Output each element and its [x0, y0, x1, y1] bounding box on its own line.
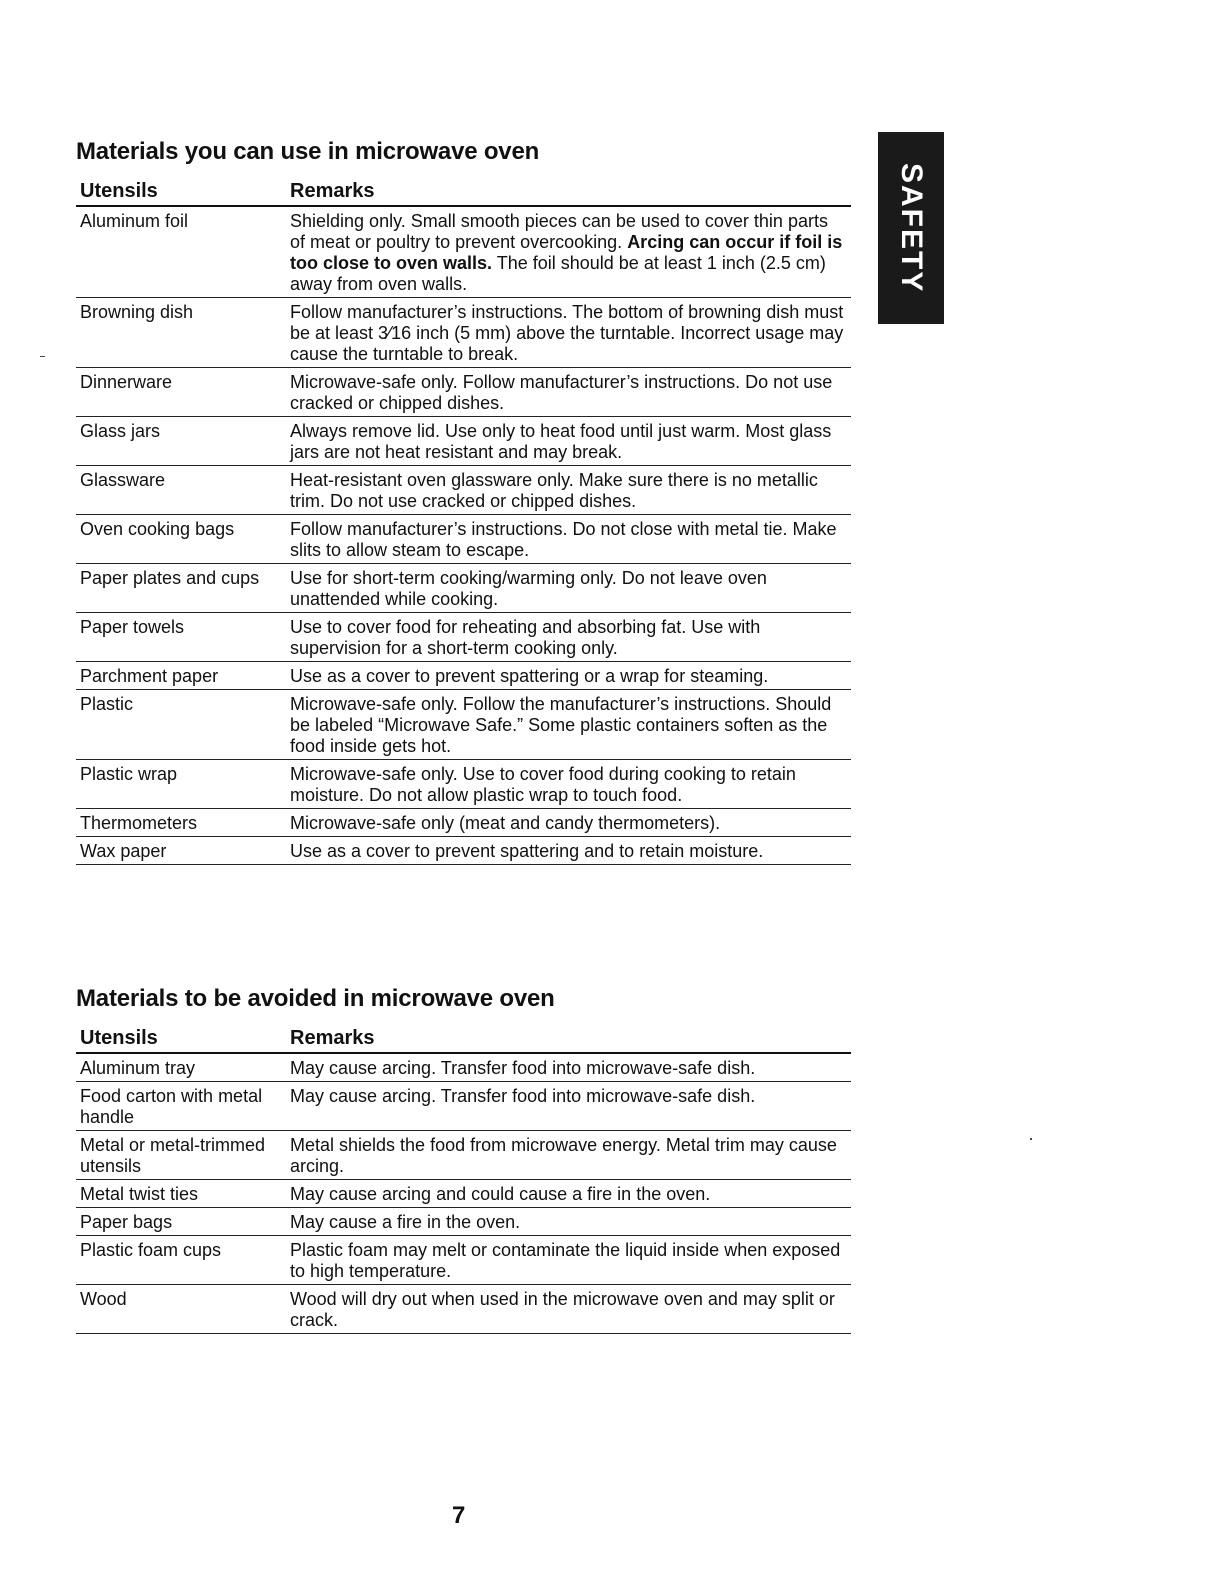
table-row: [76, 417, 851, 466]
safety-tab-label: SAFETY: [895, 162, 928, 294]
utensil-name: Dinnerware: [80, 372, 173, 392]
utensil-name: Plastic wrap: [80, 764, 178, 784]
remark-text: [290, 421, 851, 463]
remark-part: Use for short-term cooking/warming only. Do not leave oven unattended while cooking.: [290, 568, 767, 609]
table-row: [76, 1131, 851, 1180]
utensil-name: Metal twist ties: [80, 1184, 199, 1204]
remark-text: [290, 470, 851, 512]
remark-text: [290, 694, 851, 757]
remark-part: Microwave-safe only (meat and candy thermometers).: [290, 813, 721, 833]
section-title-avoid: Materials to be avoided in microwave oven: [76, 985, 555, 1012]
remark-part: Follow manufacturer’s instructions. Do not close with metal tie. Make slits to allow steam to escape.: [290, 519, 837, 560]
table-row: [76, 466, 851, 515]
table-row: [76, 298, 851, 368]
utensil-name: Paper towels: [80, 617, 185, 637]
table-row: [76, 368, 851, 417]
can-use-table-body: [76, 207, 851, 865]
scan-speck: [40, 356, 45, 357]
remark-text: [290, 568, 851, 610]
table-row: [76, 690, 851, 760]
table-row: [76, 1082, 851, 1131]
table-row: [76, 662, 851, 690]
remark-text: Metal shields the food from microwave energy. Metal trim may cause arcing.: [290, 1135, 837, 1176]
utensil-name: Wax paper: [80, 841, 167, 861]
section-title-can-use: Materials you can use in microwave oven: [76, 138, 540, 165]
remark-text: [290, 666, 851, 687]
table-row: [76, 1054, 851, 1082]
utensil-name: Plastic: [80, 694, 134, 714]
table-row: [76, 1285, 851, 1334]
remark-part: Use to cover food for reheating and absorbing fat. Use with supervision for a short-term cooking only.: [290, 617, 761, 658]
remark-part: Microwave-safe only. Follow manufacturer’s instructions. Do not use cracked or chipped dishes.: [290, 372, 833, 413]
header-remarks: Remarks: [290, 1027, 375, 1049]
materials-avoid-section: [76, 985, 851, 1334]
utensil-name: Aluminum foil: [80, 211, 189, 231]
remark-text: [290, 841, 851, 862]
utensil-name: Food carton with metal handle: [80, 1086, 263, 1127]
remark-part: Heat-resistant oven glassware only. Make sure there is no metallic trim. Do not use cracked or chipped dishes.: [290, 470, 818, 511]
remark-part: Microwave-safe only. Use to cover food during cooking to retain moisture. Do not allow plastic wrap to touch food.: [290, 764, 796, 805]
utensil-name: Parchment paper: [80, 666, 219, 686]
remark-part: The foil should be at least 1 inch (2.5 cm) away from oven walls.: [290, 253, 826, 294]
remark-text: May cause arcing and could cause a fire in the oven.: [290, 1184, 711, 1204]
utensil-name: Plastic foam cups: [80, 1240, 222, 1260]
table-row: [76, 1180, 851, 1208]
utensil-name: Metal or metal-trimmed utensils: [80, 1135, 266, 1176]
table-row: [76, 1236, 851, 1285]
remark-part: Follow manufacturer’s instructions. The bottom of browning dish must be at least 3⁄16 inch (5 mm) above the turntable. Incorrect usage may cause the turntable to break.: [290, 302, 844, 364]
utensil-name: Oven cooking bags: [80, 519, 235, 539]
remark-text: [290, 519, 851, 561]
remark-text: Wood will dry out when used in the microwave oven and may split or crack.: [290, 1289, 835, 1330]
safety-side-tab: [878, 132, 944, 324]
utensil-name: Thermometers: [80, 813, 198, 833]
utensil-name: Glassware: [80, 470, 166, 490]
table-row: [76, 1208, 851, 1236]
remark-text: [290, 372, 851, 414]
table-row: [76, 760, 851, 809]
remark-text: May cause a fire in the oven.: [290, 1212, 521, 1232]
remark-part: Shielding only. Small smooth pieces can be used to cover thin parts of meat or poultry to prevent overcooking.: [290, 211, 828, 252]
materials-can-use-section: [76, 138, 851, 865]
table-row: [76, 613, 851, 662]
scan-speck: [1030, 1138, 1032, 1140]
utensil-name: Paper plates and cups: [80, 568, 260, 588]
remark-text: [290, 617, 851, 659]
remark-text: May cause arcing. Transfer food into microwave-safe dish.: [290, 1058, 756, 1078]
header-remarks: Remarks: [290, 180, 375, 202]
remark-text: [290, 764, 851, 806]
remark-part: Microwave-safe only. Follow the manufacturer’s instructions. Should be labeled “Microwave Safe.” Some plastic containers soften as the food inside gets hot.: [290, 694, 832, 756]
table-header: [76, 180, 851, 207]
table-header: [76, 1027, 851, 1054]
remark-text: Plastic foam may melt or contaminate the liquid inside when exposed to high temperature.: [290, 1240, 841, 1281]
table-row: [76, 809, 851, 837]
remark-text: [290, 302, 851, 365]
utensil-name: Aluminum tray: [80, 1058, 196, 1078]
utensil-name: Glass jars: [80, 421, 161, 441]
remark-text: [290, 211, 851, 295]
remark-part: Always remove lid. Use only to heat food until just warm. Most glass jars are not heat resistant and may break.: [290, 421, 832, 462]
remark-text: [290, 813, 851, 834]
header-utensils: Utensils: [80, 180, 158, 202]
table-row: [76, 515, 851, 564]
utensil-name: Paper bags: [80, 1212, 173, 1232]
remark-part: Use as a cover to prevent spattering and to retain moisture.: [290, 841, 764, 861]
remark-part: Use as a cover to prevent spattering or a wrap for steaming.: [290, 666, 769, 686]
table-row: [76, 564, 851, 613]
table-row: [76, 207, 851, 298]
utensil-name: Wood: [80, 1289, 127, 1309]
header-utensils: Utensils: [80, 1027, 158, 1049]
remark-text: May cause arcing. Transfer food into microwave-safe dish.: [290, 1086, 756, 1106]
avoid-table-body: [76, 1054, 851, 1334]
page-number: 7: [452, 1502, 466, 1529]
table-row: [76, 837, 851, 865]
utensil-name: Browning dish: [80, 302, 194, 322]
remark-warning: Arcing can occur if foil is too close to oven walls.: [290, 232, 843, 273]
